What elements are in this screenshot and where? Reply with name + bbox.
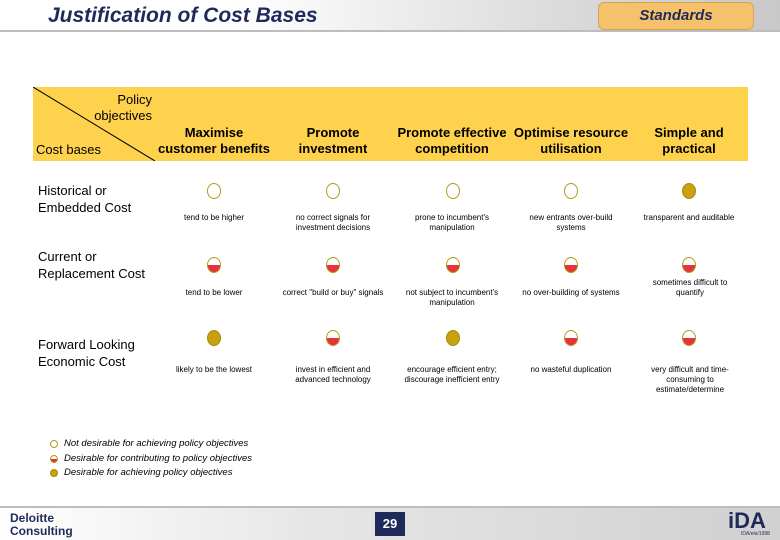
cell-note: invest in efficient and advanced technology [295, 365, 371, 384]
corner-cost-bases: Cost bases [36, 142, 102, 157]
status-circle [564, 330, 578, 346]
ida-logo-subtitle: IDA/ele/1998 [741, 531, 770, 537]
title-divider [0, 30, 780, 32]
status-circle [446, 257, 460, 273]
legend-circle-icon [50, 469, 58, 477]
cell-note: no wasteful duplication [530, 365, 612, 374]
status-circle [682, 257, 696, 273]
status-circle [564, 257, 578, 273]
cell-note: prone to incumbent's manipulation [414, 213, 489, 232]
status-circle [207, 257, 221, 273]
legend-item [50, 467, 232, 478]
row-label: Historical or Embedded Cost [38, 183, 132, 215]
status-circle [446, 330, 460, 346]
page-number: 29 [375, 512, 405, 536]
status-circle [564, 183, 578, 199]
cell-note: likely to be the lowest [175, 365, 253, 374]
legend-label: Desirable for achieving policy objectives [64, 467, 233, 478]
legend-label: Not desirable for achieving policy objectives [64, 438, 249, 449]
cell-note: transparent and auditable [643, 213, 735, 222]
status-circle [682, 330, 696, 346]
status-circle [682, 183, 696, 199]
status-circle [326, 330, 340, 346]
status-circle [207, 183, 221, 199]
status-circle [326, 257, 340, 273]
cell-note: correct "build or buy" signals [282, 288, 384, 297]
deloitte-logo [10, 512, 73, 538]
row-label: Current or Replacement Cost [38, 249, 145, 281]
cell-note: no over-building of systems [522, 288, 620, 297]
legend-label: Desirable for contributing to policy objectives [64, 453, 252, 464]
cell-note: encourage efficient entry; discourage inefficient entry [404, 365, 500, 384]
status-circle [207, 330, 221, 346]
column-header: Simple and practical [654, 125, 724, 156]
status-circle [326, 183, 340, 199]
column-header: Promote effective competition [397, 125, 507, 156]
standards-tag: Standards [598, 2, 754, 30]
ida-logo: iDA [728, 508, 766, 533]
logo-line-1: Deloitte [10, 511, 55, 525]
row-label: Forward Looking Economic Cost [38, 337, 135, 369]
cell-note: tend to be higher [183, 213, 245, 222]
legend-item [50, 453, 252, 464]
cell-note: tend to be lower [185, 288, 243, 297]
cell-note: very difficult and time-consuming to estimate/determine [651, 365, 729, 394]
cell-note: new entrants over-build systems [529, 213, 613, 232]
status-circle [446, 183, 460, 199]
legend-circle-icon [50, 455, 58, 463]
column-header: Maximise customer benefits [158, 125, 270, 156]
column-header: Promote investment [298, 125, 368, 156]
logo-line-2: Consulting [10, 524, 73, 538]
cell-note: sometimes difficult to quantify [652, 278, 728, 297]
column-header: Optimise resource utilisation [513, 125, 629, 156]
cell-note: not subject to incumbent's manipulation [405, 288, 499, 307]
corner-policy-objectives: Policy objectives [94, 92, 152, 123]
legend-item [50, 438, 248, 449]
legend-circle-icon [50, 440, 58, 448]
page-title: Justification of Cost Bases [48, 4, 318, 27]
cell-note: no correct signals for investment decisions [295, 213, 371, 232]
